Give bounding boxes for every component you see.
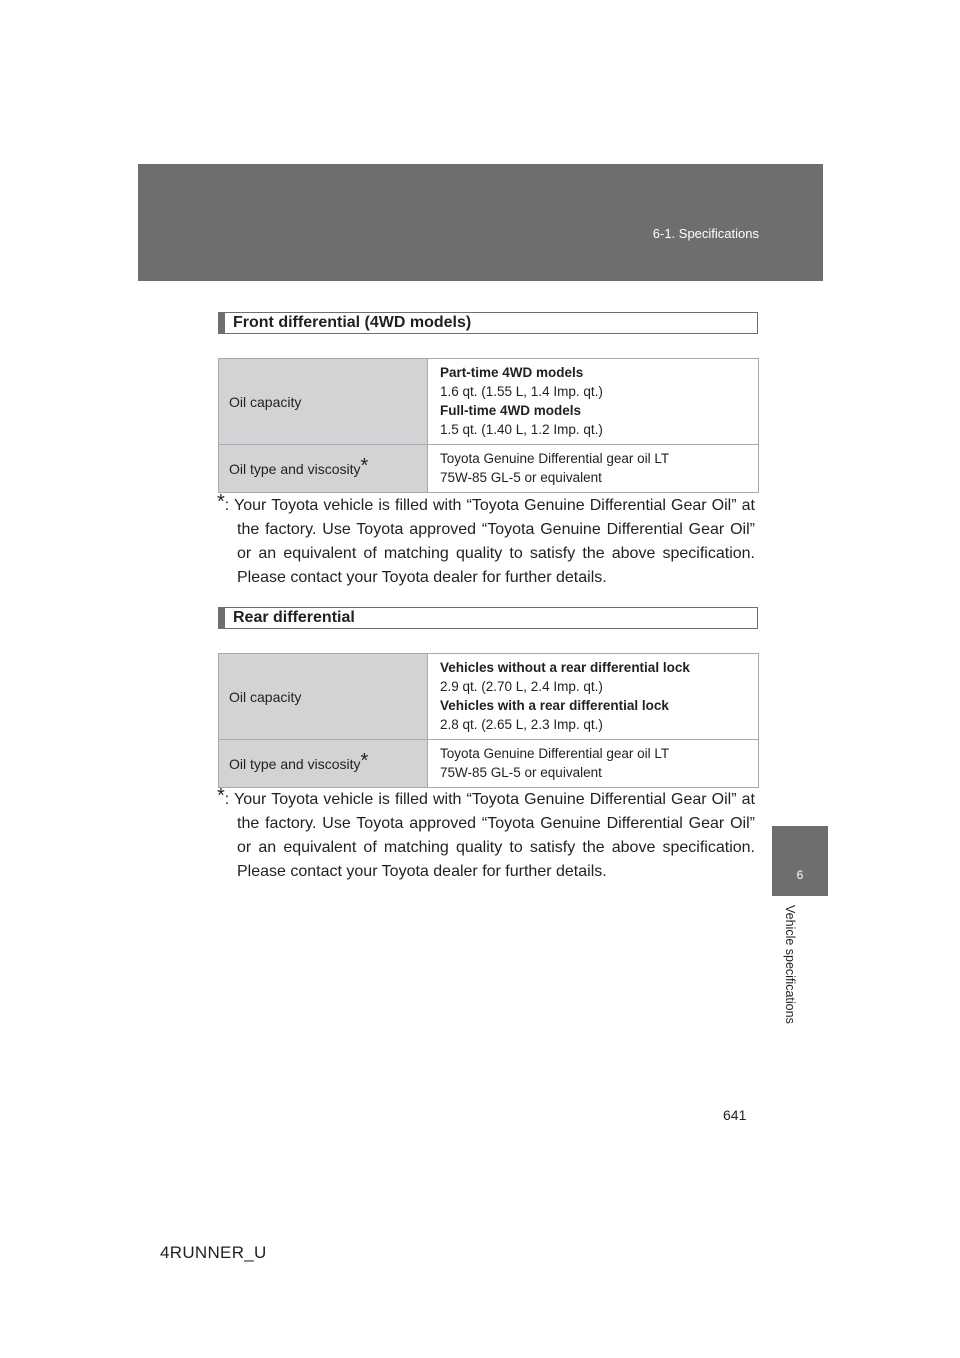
oil-type-value [428, 445, 759, 493]
asterisk-mark: * [360, 454, 369, 477]
front-footnote [217, 491, 755, 590]
oil-type-line-2: 75W-85 GL-5 or equivalent [440, 765, 602, 780]
oil-type-label: Oil type and viscosity* [219, 445, 428, 493]
header-band [138, 164, 823, 281]
chapter-tab [772, 826, 828, 896]
table-row [219, 740, 759, 788]
table-row [219, 445, 759, 493]
with-lock-heading: Vehicles with a rear differential lock [440, 698, 669, 713]
oil-capacity-label: Oil capacity [219, 359, 428, 445]
oil-type-line-1: Toyota Genuine Differential gear oil LT [440, 451, 670, 466]
page-number: 641 [723, 1107, 747, 1123]
part-time-value: 1.6 qt. (1.55 L, 1.4 Imp. qt.) [440, 384, 603, 399]
footer-identifier: 4RUNNER_U [160, 1243, 267, 1262]
without-lock-heading: Vehicles without a rear differential lock [440, 660, 690, 675]
full-time-heading: Full-time 4WD models [440, 403, 582, 418]
oil-type-value [428, 740, 759, 788]
oil-type-label: Oil type and viscosity* [219, 740, 428, 788]
without-lock-value: 2.9 qt. (2.70 L, 2.4 Imp. qt.) [440, 679, 603, 694]
part-time-heading: Part-time 4WD models [440, 365, 584, 380]
rear-footnote-text: : Your Toyota vehicle is filled with “Toyota Genuine Differential Gear Oil” at the factory. Use Toyota approved “Toyota Genuine Differential Gear Oil” or an equivalent of matching quality to satisfy the above specification. Please contact your Toyota dealer for further details. [224, 791, 755, 880]
rear-differential-title: Rear differential [218, 607, 758, 629]
with-lock-value: 2.8 qt. (2.65 L, 2.3 Imp. qt.) [440, 717, 603, 732]
front-footnote-text: : Your Toyota vehicle is filled with “Toyota Genuine Differential Gear Oil” at the factory. Use Toyota approved “Toyota Genuine Differential Gear Oil” or an equivalent of matching quality to satisfy the above specification. Please contact your Toyota dealer for further details. [224, 497, 755, 586]
chapter-label: Vehicle specifications [783, 905, 797, 1024]
asterisk-mark: * [360, 749, 369, 772]
table-row [219, 654, 759, 740]
oil-type-line-2: 75W-85 GL-5 or equivalent [440, 470, 602, 485]
front-differential-title: Front differential (4WD models) [218, 312, 758, 334]
oil-type-line-1: Toyota Genuine Differential gear oil LT [440, 746, 670, 761]
oil-capacity-value [428, 359, 759, 445]
full-time-value: 1.5 qt. (1.40 L, 1.2 Imp. qt.) [440, 422, 603, 437]
oil-capacity-label: Oil capacity [219, 654, 428, 740]
front-differential-table [218, 358, 759, 493]
rear-differential-table [218, 653, 759, 788]
rear-footnote [217, 785, 755, 884]
table-row [219, 359, 759, 445]
chapter-number: 6 [796, 868, 804, 882]
oil-capacity-value [428, 654, 759, 740]
footnote-asterisk: * [217, 491, 225, 513]
section-header: 6-1. Specifications [652, 226, 759, 241]
footnote-asterisk: * [217, 785, 225, 807]
